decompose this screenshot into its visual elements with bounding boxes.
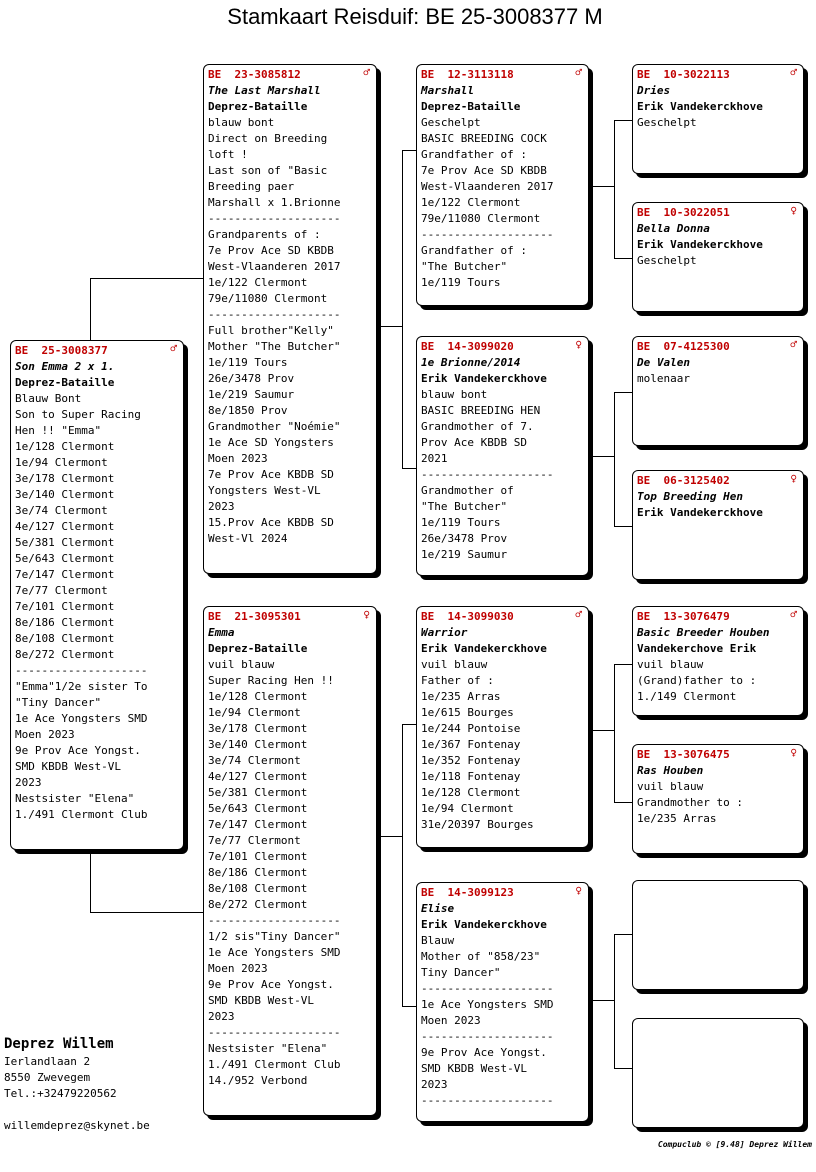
info-line: 5e/381 Clermont xyxy=(208,786,308,799)
connector-line xyxy=(614,392,615,526)
owner-name: Deprez Willem xyxy=(4,1036,114,1052)
info-line: (Grand)father to : xyxy=(637,674,757,687)
info-line: 7e/77 Clermont xyxy=(15,584,108,597)
info-line: -------------------- xyxy=(15,664,148,677)
ring-number: BE 10-3022113 xyxy=(637,68,730,81)
info-line: 1e/128 Clermont xyxy=(208,690,308,703)
info-line: 3e/74 Clermont xyxy=(208,754,301,767)
info-line: 1e/119 Tours xyxy=(421,276,501,289)
info-line: 8e/186 Clermont xyxy=(208,866,308,879)
info-line: SMD KBDB West-VL xyxy=(421,1062,527,1075)
info-line: "The Butcher" xyxy=(421,260,508,273)
info-line: SMD KBDB West-VL xyxy=(208,994,314,1007)
ring-number: BE 12-3113118 xyxy=(421,68,514,81)
info-line: 2023 xyxy=(421,1078,448,1091)
info-line: 14./952 Verbond xyxy=(208,1074,308,1087)
info-line: Breeding paer xyxy=(208,180,295,193)
male-icon: ♂ xyxy=(790,66,797,79)
info-line: 1e/94 Clermont xyxy=(208,706,301,719)
info-line: Marshall x 1.Brionne xyxy=(208,196,341,209)
info-line: Hen !! "Emma" xyxy=(15,424,102,437)
info-line: 26e/3478 Prov xyxy=(421,532,508,545)
info-line: molenaar xyxy=(637,372,690,385)
ring-number: BE 13-3076479 xyxy=(637,610,730,623)
info-line: 1./491 Clermont Club xyxy=(208,1058,341,1071)
info-line: -------------------- xyxy=(421,228,554,241)
connector-line xyxy=(90,850,91,912)
connector-line xyxy=(380,836,402,837)
breeder-name: Deprez-Bataille xyxy=(421,100,521,113)
pigeon-card-dam-dam[interactable] xyxy=(416,882,589,1122)
info-line: vuil blauw xyxy=(208,658,275,671)
info-line: 3e/140 Clermont xyxy=(15,488,115,501)
info-line: Geschelpt xyxy=(421,116,481,129)
connector-line xyxy=(402,724,417,725)
info-line: -------------------- xyxy=(208,308,341,321)
male-icon: ♂ xyxy=(790,338,797,351)
info-line: Yongsters West-VL xyxy=(208,484,321,497)
breeder-name: Deprez-Bataille xyxy=(208,642,308,655)
female-icon: ♀ xyxy=(790,472,797,485)
pigeon-name: Warrior xyxy=(421,626,468,639)
male-icon: ♂ xyxy=(575,66,582,79)
info-line: 3e/178 Clermont xyxy=(208,722,308,735)
info-line: Grandparents of : xyxy=(208,228,321,241)
pigeon-name: De Valen xyxy=(637,356,690,369)
info-line: "Emma"1/2e sister To xyxy=(15,680,148,693)
male-icon: ♂ xyxy=(170,342,177,355)
breeder-name: Erik Vandekerckhove xyxy=(637,100,763,113)
info-line: blauw bont xyxy=(208,116,275,129)
info-line: vuil blauw xyxy=(421,658,488,671)
female-icon: ♀ xyxy=(575,884,582,897)
info-line: loft ! xyxy=(208,148,248,161)
info-line: 1e/367 Fontenay xyxy=(421,738,521,751)
info-line: 1e/128 Clermont xyxy=(421,786,521,799)
connector-line xyxy=(402,150,403,468)
info-line: 2023 xyxy=(208,1010,235,1023)
footer-credit: Compuclub © [9.48] Deprez Willem xyxy=(657,1140,812,1149)
info-line: West-Vlaanderen 2017 xyxy=(208,260,341,273)
pigeon-name: Marshall xyxy=(421,84,474,97)
pigeon-name: Basic Breeder Houben xyxy=(637,626,770,639)
pigeon-card-dam[interactable] xyxy=(203,606,377,1116)
info-line: "Tiny Dancer" xyxy=(15,696,102,709)
male-icon: ♂ xyxy=(790,608,797,621)
breeder-name: Erik Vandekerckhove xyxy=(637,238,763,251)
info-line: 8e/272 Clermont xyxy=(208,898,308,911)
pigeon-name: Top Breeding Hen xyxy=(637,490,743,503)
info-line: 79e/11080 Clermont xyxy=(208,292,328,305)
info-line: 7e/77 Clermont xyxy=(208,834,301,847)
info-line: 1e/244 Pontoise xyxy=(421,722,521,735)
pigeon-card-sire-dam[interactable] xyxy=(416,336,589,576)
info-line: blauw bont xyxy=(421,388,488,401)
info-line: Full brother"Kelly" xyxy=(208,324,334,337)
info-line: -------------------- xyxy=(421,1030,554,1043)
owner-street: Ierlandlaan 2 xyxy=(4,1055,91,1068)
pigeon-name: Bella Donna xyxy=(637,222,710,235)
info-line: Father of : xyxy=(421,674,494,687)
info-line: 7e Prov Ace KBDB SD xyxy=(208,468,334,481)
info-line: 8e/108 Clermont xyxy=(15,632,115,645)
connector-line xyxy=(614,526,632,527)
info-line: Grandfather of : xyxy=(421,148,527,161)
info-line: 1e Ace Yongsters SMD xyxy=(208,946,341,959)
connector-line xyxy=(614,120,632,121)
pigeon-card-dam-sire[interactable] xyxy=(416,606,589,848)
ring-number: BE 10-3022051 xyxy=(637,206,730,219)
pigeon-card-dss[interactable] xyxy=(632,606,804,716)
info-line: 5e/643 Clermont xyxy=(15,552,115,565)
info-line: 1e/122 Clermont xyxy=(208,276,308,289)
breeder-name: Erik Vandekerckhove xyxy=(421,642,547,655)
info-line: Blauw xyxy=(421,934,455,947)
info-line: Geschelpt xyxy=(637,116,697,129)
info-line: 26e/3478 Prov xyxy=(208,372,295,385)
info-line: 3e/140 Clermont xyxy=(208,738,308,751)
info-line: 7e Prov Ace SD KBDB xyxy=(208,244,334,257)
info-line: 1e/94 Clermont xyxy=(15,456,108,469)
breeder-name: Vandekerchove Erik xyxy=(637,642,757,655)
info-line: -------------------- xyxy=(208,1026,341,1039)
ring-number: BE 14-3099123 xyxy=(421,886,514,899)
info-line: Grandmother of xyxy=(421,484,514,497)
info-line: 1e/615 Bourges xyxy=(421,706,514,719)
female-icon: ♀ xyxy=(790,204,797,217)
pigeon-name: Emma xyxy=(208,626,235,639)
connector-line xyxy=(614,258,632,259)
owner-city: 8550 Zwevegem xyxy=(4,1071,91,1084)
connector-line xyxy=(592,730,614,731)
info-line: 8e/186 Clermont xyxy=(15,616,115,629)
breeder-name: Erik Vandekerckhove xyxy=(421,918,547,931)
breeder-name: Erik Vandekerckhove xyxy=(637,506,763,519)
info-line: 1e/119 Tours xyxy=(208,356,288,369)
pigeon-name: The Last Marshall xyxy=(208,84,321,97)
info-line: 1e Ace Yongsters SMD xyxy=(15,712,148,725)
connector-line xyxy=(614,664,615,802)
info-line: 1./149 Clermont xyxy=(637,690,737,703)
info-line: 7e/101 Clermont xyxy=(208,850,308,863)
info-line: -------------------- xyxy=(421,1094,554,1107)
pigeon-name: Son Emma 2 x 1. xyxy=(15,360,115,373)
ring-number: BE 06-3125402 xyxy=(637,474,730,487)
pigeon-name: Elise xyxy=(421,902,455,915)
info-line: Grandfather of : xyxy=(421,244,527,257)
info-line: 1e/118 Fontenay xyxy=(421,770,521,783)
info-line: 8e/1850 Prov xyxy=(208,404,288,417)
info-line: 4e/127 Clermont xyxy=(208,770,308,783)
connector-line xyxy=(614,934,615,1068)
info-line: Moen 2023 xyxy=(208,452,268,465)
connector-line xyxy=(614,664,632,665)
ring-number: BE 07-4125300 xyxy=(637,340,730,353)
ring-number: BE 21-3095301 xyxy=(208,610,301,623)
info-line: Grandmother to : xyxy=(637,796,743,809)
info-line: Last son of "Basic xyxy=(208,164,328,177)
info-line: 2023 xyxy=(208,500,235,513)
page-title: Stamkaart Reisduif: BE 25-3008377 M xyxy=(227,4,603,29)
pigeon-card-sdd[interactable] xyxy=(632,470,804,580)
info-line: Moen 2023 xyxy=(421,1014,481,1027)
breeder-name: Deprez-Bataille xyxy=(15,376,115,389)
pigeon-name: Ras Houben xyxy=(637,764,704,777)
info-line: BASIC BREEDING COCK xyxy=(421,132,547,145)
pigeon-card-sire[interactable] xyxy=(203,64,377,574)
pigeon-card-sire-sire[interactable] xyxy=(416,64,589,306)
female-icon: ♀ xyxy=(575,338,582,351)
connector-line xyxy=(90,912,204,913)
info-line: 1e Ace Yongsters SMD xyxy=(421,998,554,1011)
info-line: Nestsister "Elena" xyxy=(15,792,135,805)
connector-line xyxy=(402,468,417,469)
info-line: 3e/178 Clermont xyxy=(15,472,115,485)
connector-line xyxy=(614,1068,632,1069)
ring-number: BE 25-3008377 xyxy=(15,344,108,357)
info-line: Nestsister "Elena" xyxy=(208,1042,328,1055)
info-line: 9e Prov Ace Yongst. xyxy=(421,1046,547,1059)
info-line: SMD KBDB West-VL xyxy=(15,760,121,773)
info-line: vuil blauw xyxy=(637,780,704,793)
owner-phone: Tel.:+32479220562 xyxy=(4,1087,117,1100)
info-line: Moen 2023 xyxy=(208,962,268,975)
info-line: West-Vl 2024 xyxy=(208,532,288,545)
connector-line xyxy=(614,934,632,935)
info-line: West-Vlaanderen 2017 xyxy=(421,180,554,193)
info-line: 3e/74 Clermont xyxy=(15,504,108,517)
info-line: 9e Prov Ace Yongst. xyxy=(15,744,141,757)
connector-line xyxy=(90,278,91,340)
ring-number: BE 13-3076475 xyxy=(637,748,730,761)
female-icon: ♀ xyxy=(363,608,370,621)
info-line: 1e/128 Clermont xyxy=(15,440,115,453)
connector-line xyxy=(592,186,614,187)
breeder-name: Deprez-Bataille xyxy=(208,100,308,113)
pigeon-card-subject[interactable] xyxy=(10,340,184,850)
info-line: 2021 xyxy=(421,452,448,465)
connector-line xyxy=(402,150,417,151)
info-line: Direct on Breeding xyxy=(208,132,328,145)
info-line: 15.Prov Ace KBDB SD xyxy=(208,516,334,529)
pigeon-card-empty[interactable] xyxy=(632,1018,804,1128)
info-line: 5e/381 Clermont xyxy=(15,536,115,549)
info-line: 9e Prov Ace Yongst. xyxy=(208,978,334,991)
info-line: 5e/643 Clermont xyxy=(208,802,308,815)
connector-line xyxy=(592,1000,614,1001)
male-icon: ♂ xyxy=(575,608,582,621)
breeder-name: Erik Vandekerckhove xyxy=(421,372,547,385)
info-line: -------------------- xyxy=(421,982,554,995)
info-line: Geschelpt xyxy=(637,254,697,267)
info-line: 7e/147 Clermont xyxy=(208,818,308,831)
info-line: "The Butcher" xyxy=(421,500,508,513)
pigeon-card-dsd[interactable] xyxy=(632,744,804,854)
pigeon-card-sss[interactable] xyxy=(632,64,804,174)
info-line: 1e/219 Saumur xyxy=(208,388,295,401)
pigeon-card-ssd[interactable] xyxy=(632,202,804,312)
info-line: 1e/219 Saumur xyxy=(421,548,508,561)
info-line: 1./491 Clermont Club xyxy=(15,808,148,821)
connector-line xyxy=(402,1006,417,1007)
pigeon-card-empty[interactable] xyxy=(632,880,804,990)
connector-line xyxy=(380,326,402,327)
info-line: 79e/11080 Clermont xyxy=(421,212,541,225)
connector-line xyxy=(592,456,614,457)
connector-line xyxy=(614,802,632,803)
owner-email[interactable]: willemdeprez@skynet.be xyxy=(4,1119,150,1132)
ring-number: BE 23-3085812 xyxy=(208,68,301,81)
info-line: Grandmother of 7. xyxy=(421,420,534,433)
info-line: 4e/127 Clermont xyxy=(15,520,115,533)
info-line: 1e/119 Tours xyxy=(421,516,501,529)
info-line: Moen 2023 xyxy=(15,728,75,741)
pigeon-name: 1e Brionne/2014 xyxy=(421,356,521,369)
owner-info xyxy=(4,1034,150,1134)
info-line: -------------------- xyxy=(208,212,341,225)
info-line: 8e/272 Clermont xyxy=(15,648,115,661)
info-line: 1e/235 Arras xyxy=(421,690,501,703)
info-line: Mother "The Butcher" xyxy=(208,340,341,353)
info-line: Prov Ace KBDB SD xyxy=(421,436,527,449)
info-line: Blauw Bont xyxy=(15,392,82,405)
info-line: -------------------- xyxy=(208,914,341,927)
info-line: -------------------- xyxy=(421,468,554,481)
info-line: 7e Prov Ace SD KBDB xyxy=(421,164,547,177)
info-line: BASIC BREEDING HEN xyxy=(421,404,541,417)
info-line: 7e/147 Clermont xyxy=(15,568,115,581)
ring-number: BE 14-3099020 xyxy=(421,340,514,353)
info-line: Mother of "858/23" xyxy=(421,950,541,963)
pigeon-name: Dries xyxy=(637,84,671,97)
info-line: 7e/101 Clermont xyxy=(15,600,115,613)
info-line: 1/2 sis"Tiny Dancer" xyxy=(208,930,341,943)
info-line: 8e/108 Clermont xyxy=(208,882,308,895)
info-line: 1e/122 Clermont xyxy=(421,196,521,209)
connector-line xyxy=(614,392,632,393)
female-icon: ♀ xyxy=(790,746,797,759)
info-line: Super Racing Hen !! xyxy=(208,674,334,687)
info-line: vuil blauw xyxy=(637,658,704,671)
connector-line xyxy=(90,278,204,279)
info-line: Son to Super Racing xyxy=(15,408,141,421)
connector-line xyxy=(402,724,403,1006)
info-line: Grandmother "Noémie" xyxy=(208,420,341,433)
male-icon: ♂ xyxy=(363,66,370,79)
connector-line xyxy=(614,120,615,258)
info-line: 1e/352 Fontenay xyxy=(421,754,521,767)
info-line: 2023 xyxy=(15,776,42,789)
info-line: Tiny Dancer" xyxy=(421,966,501,979)
info-line: 1e Ace SD Yongsters xyxy=(208,436,334,449)
info-line: 1e/94 Clermont xyxy=(421,802,514,815)
info-line: 31e/20397 Bourges xyxy=(421,818,534,831)
info-line: 1e/235 Arras xyxy=(637,812,717,825)
ring-number: BE 14-3099030 xyxy=(421,610,514,623)
pigeon-card-sds[interactable] xyxy=(632,336,804,446)
